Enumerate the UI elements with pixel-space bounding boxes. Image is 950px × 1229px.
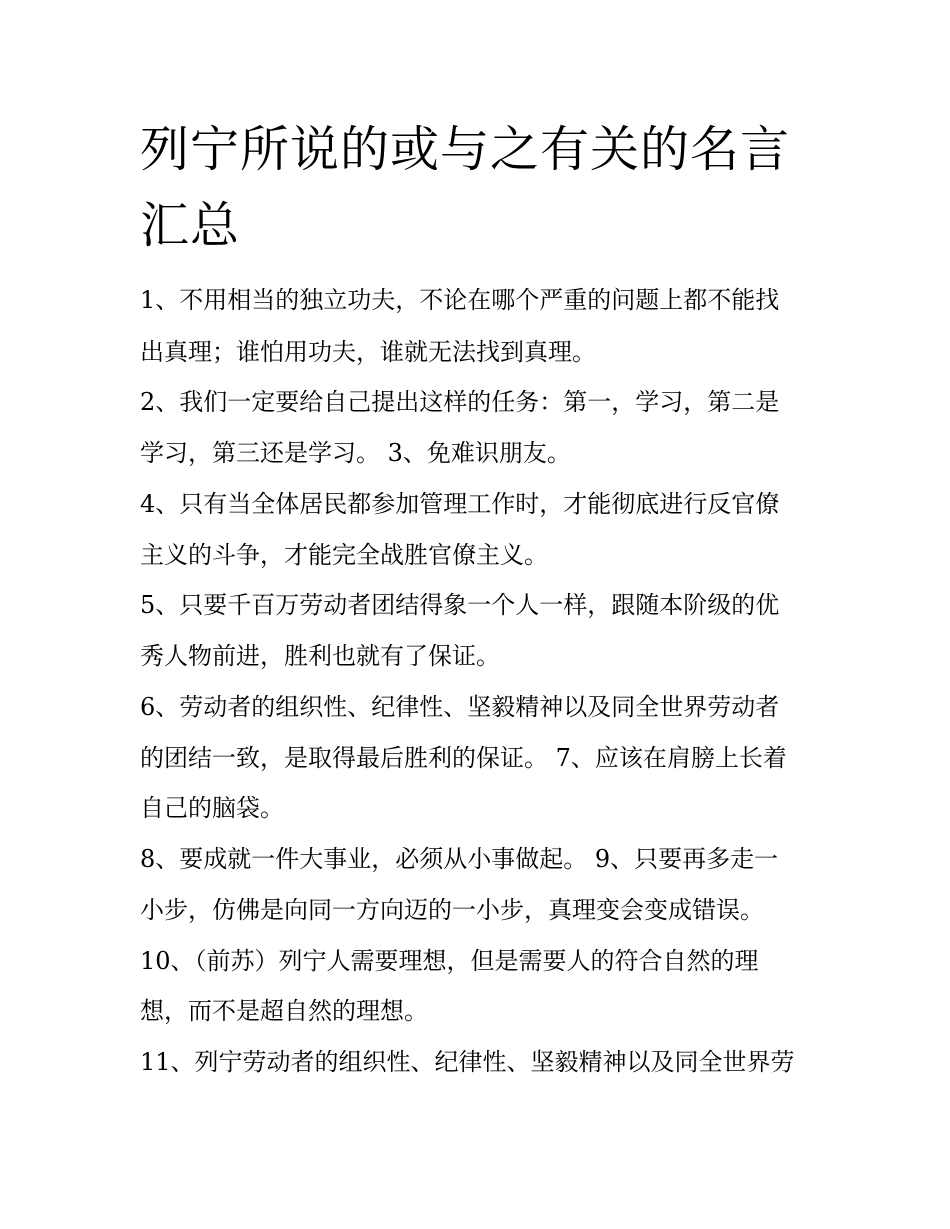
text-line: 4、只有当全体居民都参加管理工作时，才能彻底进行反官僚: [140, 490, 780, 518]
text-line: 出真理；谁怕用功夫，谁就无法找到真理。: [140, 338, 596, 366]
page-title: 列宁所说的或与之有关的名言汇总: [140, 121, 791, 254]
text-line: 2、我们一定要给自己提出这样的任务：第一，学习，第二是: [140, 388, 780, 416]
text-line: 5、只要千百万劳动者团结得象一个人一样，跟随本阶级的优: [140, 591, 780, 619]
text-line: 小步，仿佛是向同一方向迈的一小步，真理变会变成错误。: [140, 896, 764, 924]
text-line: 想，而不是超自然的理想。: [140, 997, 428, 1025]
text-line: 11、列宁劳动者的组织性、纪律性、坚毅精神以及同全世界劳: [140, 1048, 795, 1076]
text-line: 8、要成就一件大事业，必须从小事做起。 9、只要再多走一: [140, 845, 779, 873]
text-line: 6、劳动者的组织性、纪律性、坚毅精神以及同全世界劳动者: [140, 693, 780, 721]
text-line: 自己的脑袋。: [140, 794, 284, 822]
text-line: 1、不用相当的独立功夫，不论在哪个严重的问题上都不能找: [140, 286, 780, 314]
text-line: 10、（前苏）列宁人需要理想，但是需要人的符合自然的理: [140, 947, 759, 975]
text-line: 秀人物前进，胜利也就有了保证。: [140, 642, 500, 670]
text-line: 学习，第三还是学习。 3、免难识朋友。: [140, 439, 571, 467]
text-line: 的团结一致，是取得最后胜利的保证。 7、应该在肩膀上长着: [140, 744, 787, 772]
text-line: 主义的斗争，才能完全战胜官僚主义。: [140, 541, 548, 569]
